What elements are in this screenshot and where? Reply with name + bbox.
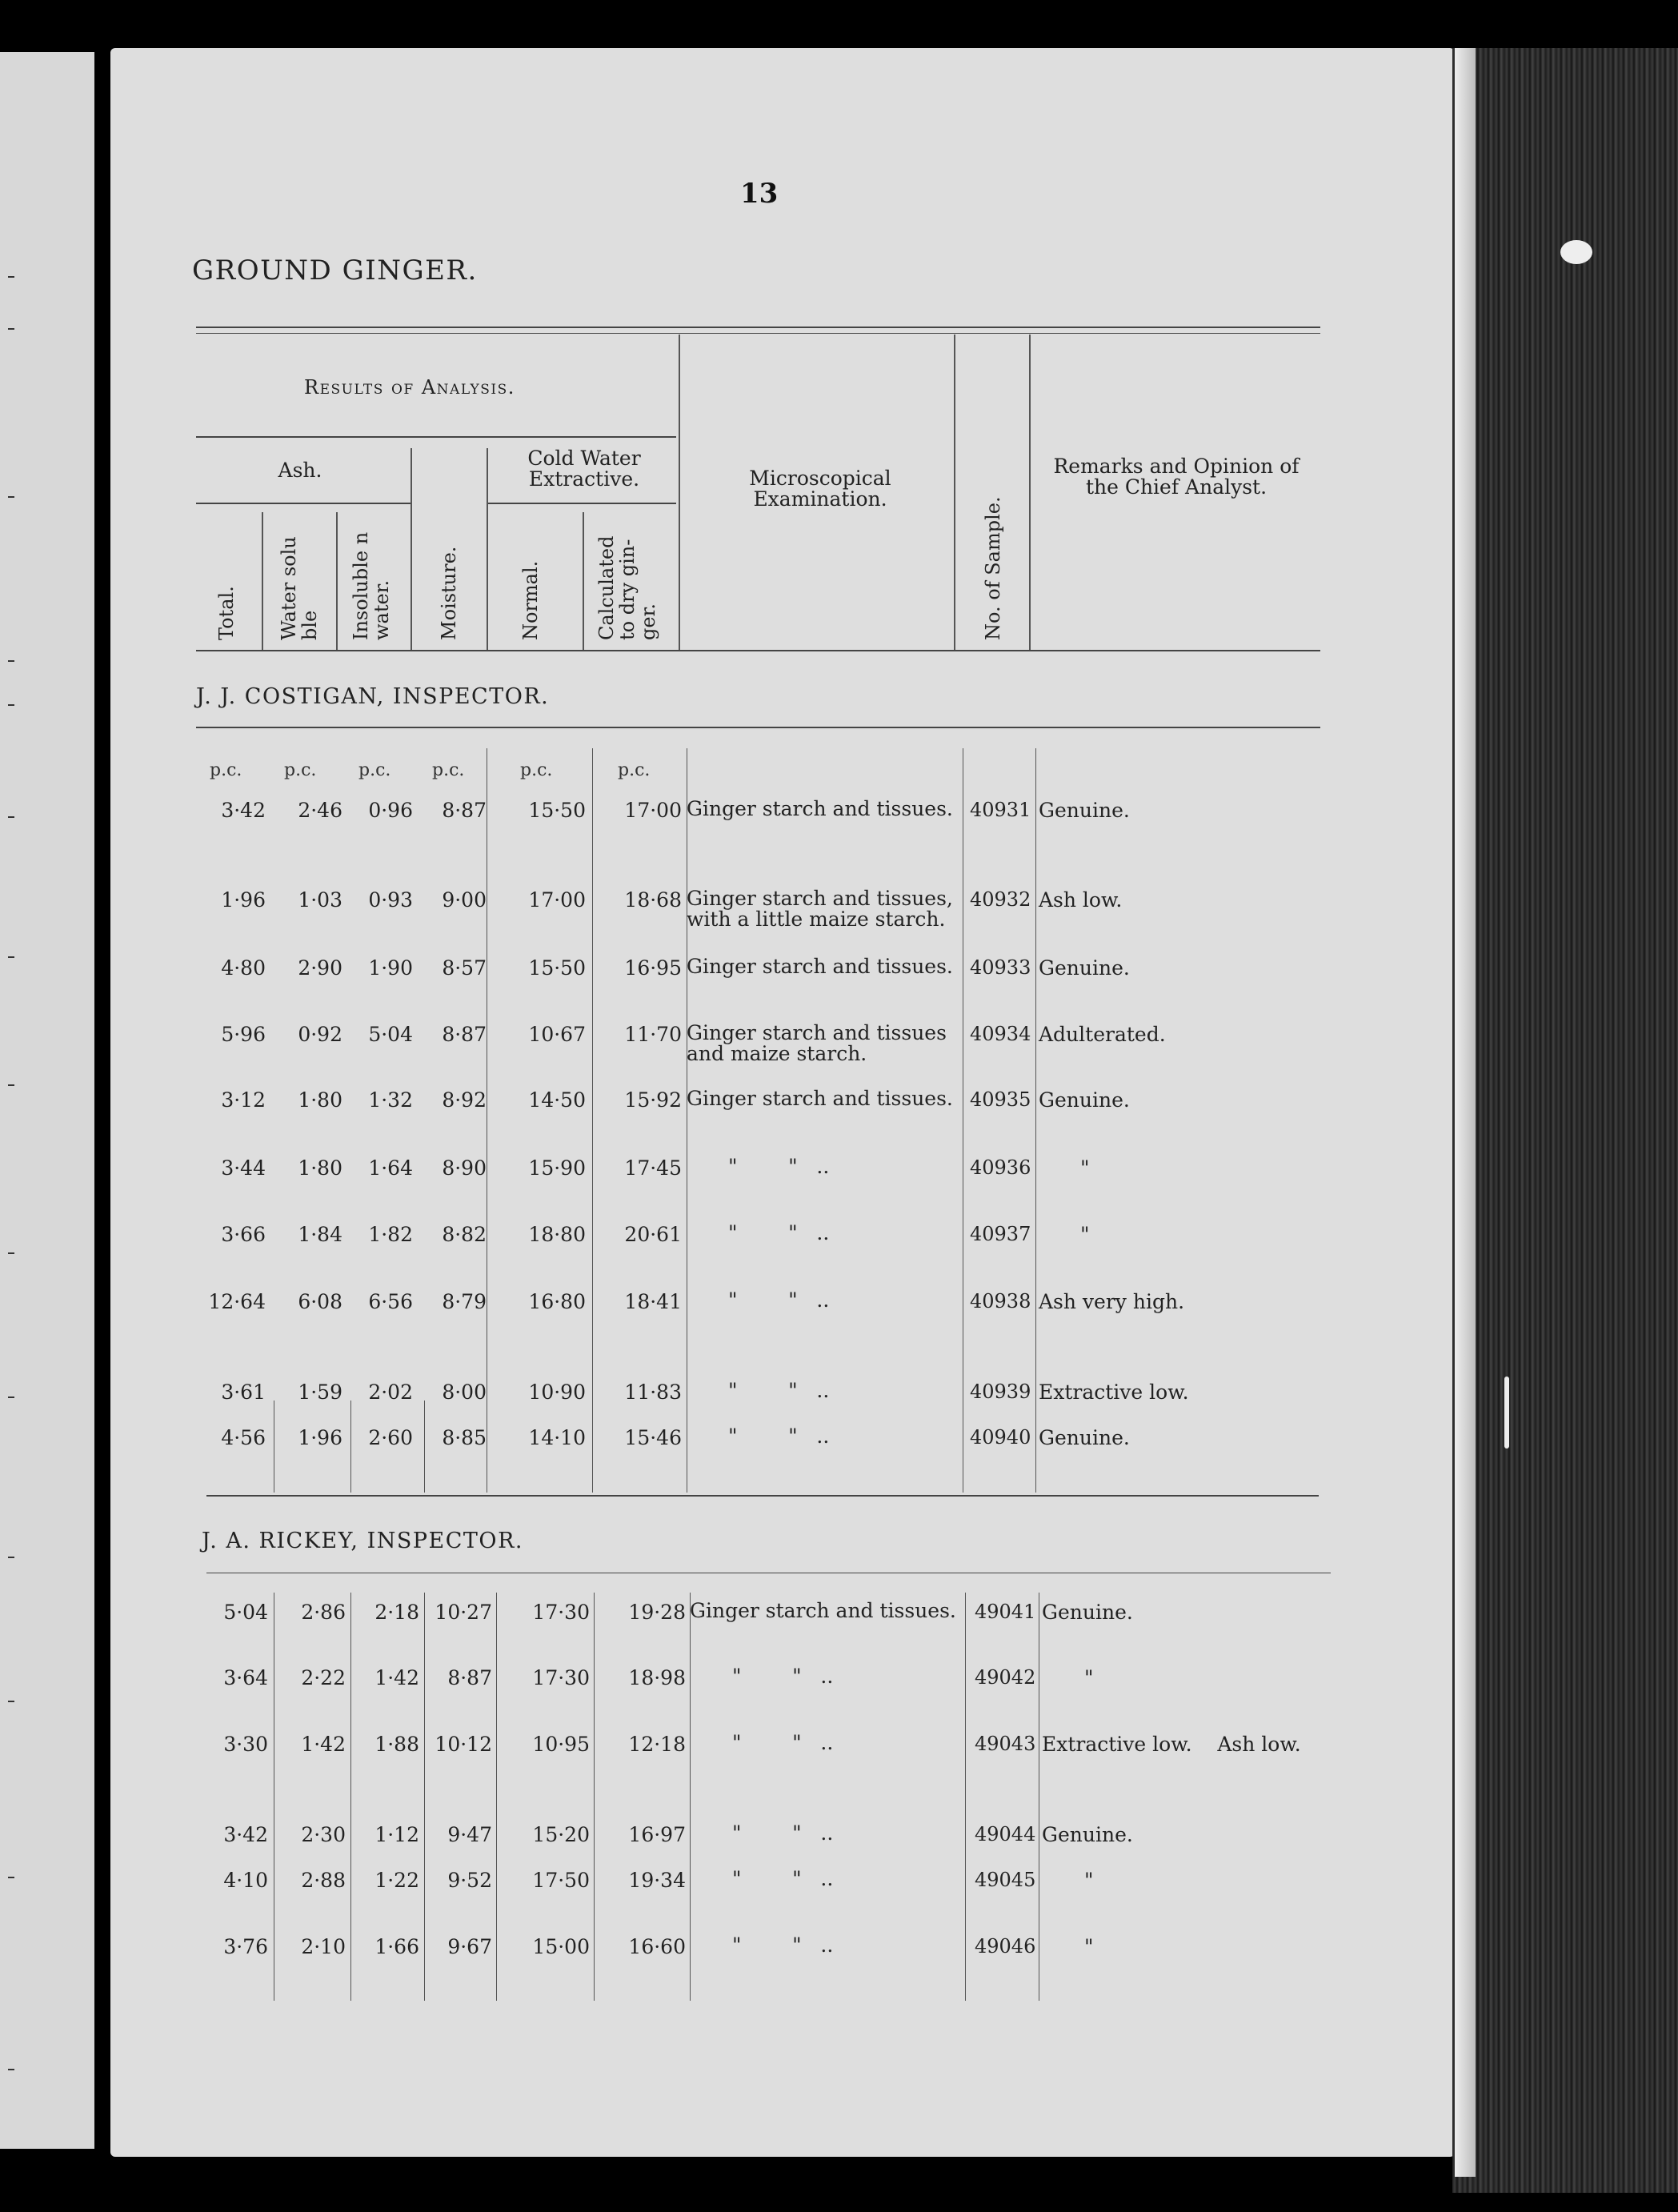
total-cell: 3·61 [221,1380,266,1404]
sample-number-cell: 40938 [970,1290,1031,1312]
calculated-cell: 11·70 [624,1023,682,1046]
remark-cell: Genuine. [1042,1601,1133,1624]
calculated-cell: 18·41 [624,1290,682,1313]
microscopical-cell: " " .. [728,1425,830,1448]
inspector-heading: J. J. COSTIGAN, INSPECTOR. [196,684,550,709]
microscopical-cell: " " .. [728,1221,830,1244]
water-soluble-cell: 2·46 [298,799,342,822]
total-cell: 1·96 [221,888,266,912]
microscopical-cell: " " .. [732,1821,834,1845]
microscopical-cell: " " .. [732,1867,834,1890]
unit-label: p.c. [432,760,465,780]
total-cell: 12·64 [208,1290,266,1313]
binding-edge [1455,48,1476,2177]
total-cell: 5·04 [223,1601,268,1624]
column-divider [594,1593,595,2001]
total-cell: 3·44 [221,1156,266,1180]
water-soluble-cell: 2·86 [301,1601,346,1624]
sample-number-cell: 40937 [970,1223,1031,1245]
section-rule [196,727,1320,728]
microscopical-cell: Ginger starch and tissues. [687,955,953,978]
calculated-cell: 16·95 [624,956,682,980]
normal-cell: 15·20 [532,1823,590,1846]
sample-number-cell: 40932 [970,888,1031,911]
unit-label: p.c. [284,760,317,780]
remark-cell: Genuine. [1039,799,1130,822]
insoluble-cell: 1·66 [374,1935,419,1958]
book-binding [1452,48,1678,2193]
calculated-cell: 15·46 [624,1426,682,1449]
normal-cell: 15·50 [528,956,586,980]
remark-cell: Genuine. [1039,1426,1130,1449]
column-divider [690,1593,691,2001]
insoluble-cell: 2·02 [368,1380,413,1404]
remark-cell: Ash very high. [1039,1290,1185,1313]
insoluble-cell: 5·04 [368,1023,413,1046]
water-soluble-cell: 1·80 [298,1156,342,1180]
water-soluble-cell: 1·84 [298,1223,342,1246]
moisture-cell: 8·87 [442,799,487,822]
calculated-cell: 20·61 [624,1223,682,1246]
water-soluble-cell: 1·96 [298,1426,342,1449]
normal-cell: 16·80 [528,1290,586,1313]
table-top-rule [196,327,1320,328]
column-divider [262,512,263,650]
water-soluble-cell: 2·88 [301,1869,346,1892]
remark-cell: Genuine. [1039,1088,1130,1112]
remark-cell: Genuine. [1042,1823,1133,1846]
normal-cell: 18·80 [528,1223,586,1246]
sample-number-cell: 49045 [975,1869,1036,1891]
moisture-cell: 9·52 [447,1869,492,1892]
sample-number-cell: 49042 [975,1666,1036,1689]
calculated-cell: 17·00 [624,799,682,822]
dust-speck [1560,240,1592,264]
table-top-rule [196,333,1320,334]
normal-cell: 17·30 [532,1601,590,1624]
edge-mark [8,1701,14,1702]
insoluble-cell: 2·18 [374,1601,419,1624]
total-cell: 4·10 [223,1869,268,1892]
normal-cell: 10·67 [528,1023,586,1046]
section-end-rule [206,1495,1319,1497]
normal-cell: 10·90 [528,1380,586,1404]
microscopical-cell: Ginger starch and tissues. [687,1087,953,1110]
sample-number-cell: 40940 [970,1426,1031,1449]
unit-label: p.c. [618,760,651,780]
calculated-cell: 15·92 [624,1088,682,1112]
ash-rule [196,503,412,504]
normal-cell: 15·00 [532,1935,590,1958]
remarks-heading: Remarks and Opinion of the Chief Analyst. [1053,455,1300,499]
edge-mark [8,1557,14,1558]
water-soluble-cell: 2·10 [301,1935,346,1958]
edge-mark [8,660,14,662]
moisture-cell: 8·90 [442,1156,487,1180]
edge-mark [8,2069,14,2070]
normal-cell: 10·95 [532,1733,590,1756]
edge-mark [8,1084,14,1086]
remark-cell: Genuine. [1039,956,1130,980]
moisture-cell: 8·00 [442,1380,487,1404]
col-water-soluble-header: Water solu ble [278,536,321,640]
ash-heading: Ash. [278,459,322,482]
water-soluble-cell: 1·80 [298,1088,342,1112]
insoluble-cell: 1·42 [374,1666,419,1689]
calculated-cell: 12·18 [628,1733,686,1756]
total-cell: 5·96 [221,1023,266,1046]
calculated-cell: 16·97 [628,1823,686,1846]
microscopical-cell: " " .. [728,1155,830,1178]
edge-mark [8,1877,14,1878]
unit-label: p.c. [210,760,242,780]
sample-number-cell: 49044 [975,1823,1036,1845]
column-divider [410,448,412,650]
dust-speck [1504,1376,1509,1449]
water-soluble-cell: 1·03 [298,888,342,912]
edge-mark [8,276,14,278]
remark-cell: " [1080,1156,1090,1180]
moisture-cell: 8·82 [442,1223,487,1246]
col-calculated-header: Calculated to dry gin- ger. [595,535,659,640]
col-insoluble-header: Insoluble n water. [350,531,393,640]
header-bottom-rule [196,650,1320,651]
left-page-edge [0,52,94,2149]
total-cell: 4·56 [221,1426,266,1449]
calculated-cell: 18·68 [624,888,682,912]
moisture-cell: 9·67 [447,1935,492,1958]
microscopical-cell: Ginger starch and tissues. [690,1599,956,1622]
col-normal-header: Normal. [519,560,542,640]
sample-number-cell: 40931 [970,799,1031,821]
normal-cell: 17·50 [532,1869,590,1892]
insoluble-cell: 1·64 [368,1156,413,1180]
sample-number-cell: 49043 [975,1733,1036,1755]
normal-cell: 15·50 [528,799,586,822]
insoluble-cell: 1·90 [368,956,413,980]
remark-cell: Extractive low. Ash low. [1042,1733,1301,1756]
normal-cell: 17·00 [528,888,586,912]
remark-cell: Extractive low. [1039,1380,1189,1404]
edge-mark [8,956,14,958]
edge-mark [8,816,14,818]
insoluble-cell: 2·60 [368,1426,413,1449]
page-number: 13 [740,178,779,210]
total-cell: 3·76 [223,1935,268,1958]
normal-cell: 17·30 [532,1666,590,1689]
total-cell: 3·12 [221,1088,266,1112]
col-moisture-header: Moisture. [438,546,460,640]
remark-cell: Ash low. [1039,888,1123,912]
normal-cell: 15·90 [528,1156,586,1180]
water-soluble-cell: 6·08 [298,1290,342,1313]
moisture-cell: 8·85 [442,1426,487,1449]
calculated-cell: 17·45 [624,1156,682,1180]
sample-number-cell: 40936 [970,1156,1031,1179]
edge-mark [8,1397,14,1398]
edge-mark [8,496,14,498]
insoluble-cell: 1·88 [374,1733,419,1756]
cold-water-extractive-heading: Cold Water Extractive. [527,447,641,491]
col-total-header: Total. [215,586,238,640]
column-divider [1035,748,1036,1493]
column-divider [496,1593,497,2001]
results-rule [196,436,676,438]
inspector-heading: J. A. RICKEY, INSPECTOR. [202,1529,523,1553]
insoluble-cell: 1·82 [368,1223,413,1246]
unit-label: p.c. [520,760,553,780]
moisture-cell: 9·47 [447,1823,492,1846]
insoluble-cell: 1·22 [374,1869,419,1892]
water-soluble-cell: 1·59 [298,1380,342,1404]
sample-number-cell: 40939 [970,1380,1031,1403]
normal-cell: 14·10 [528,1426,586,1449]
microscopical-cell: Ginger starch and tissues. [687,797,953,820]
column-divider [954,335,955,650]
column-divider [679,335,680,650]
microscopical-cell: " " .. [728,1379,830,1402]
moisture-cell: 8·79 [442,1290,487,1313]
microscopical-cell: Ginger starch and tissues, with a little maize starch. [687,887,953,931]
remark-cell: " [1084,1666,1094,1689]
calculated-cell: 19·28 [628,1601,686,1624]
moisture-cell: 10·12 [435,1733,492,1756]
total-cell: 3·42 [221,799,266,822]
sample-number-cell: 40933 [970,956,1031,979]
water-soluble-cell: 2·90 [298,956,342,980]
column-divider [1029,335,1031,650]
calculated-cell: 11·83 [624,1380,682,1404]
column-divider [336,512,338,650]
moisture-cell: 8·92 [442,1088,487,1112]
total-cell: 4·80 [221,956,266,980]
sample-number-cell: 49041 [975,1601,1036,1623]
calculated-cell: 19·34 [628,1869,686,1892]
water-soluble-cell: 2·30 [301,1823,346,1846]
column-divider [487,448,488,650]
results-of-analysis-heading: Results of Analysis. [304,376,515,399]
moisture-cell: 9·00 [442,888,487,912]
water-soluble-cell: 0·92 [298,1023,342,1046]
remark-cell: Adulterated. [1039,1023,1166,1046]
moisture-cell: 8·87 [447,1666,492,1689]
insoluble-cell: 0·96 [368,799,413,822]
moisture-cell: 8·57 [442,956,487,980]
remark-cell: " [1084,1869,1094,1892]
sample-number-cell: 40934 [970,1023,1031,1045]
sample-number-cell: 49046 [975,1935,1036,1958]
water-soluble-cell: 1·42 [301,1733,346,1756]
calculated-cell: 18·98 [628,1666,686,1689]
extractive-rule [488,503,676,504]
moisture-cell: 10·27 [435,1601,492,1624]
microscopical-cell: Ginger starch and tissues and maize starch. [687,1021,947,1065]
page-title: GROUND GINGER. [192,254,478,287]
insoluble-cell: 6·56 [368,1290,413,1313]
total-cell: 3·30 [223,1733,268,1756]
microscopical-cell: " " .. [728,1288,830,1312]
insoluble-cell: 1·12 [374,1823,419,1846]
microscopical-examination-heading: Microscopical Examination. [749,467,891,511]
total-cell: 3·66 [221,1223,266,1246]
edge-mark [8,328,14,330]
total-cell: 3·64 [223,1666,268,1689]
normal-cell: 14·50 [528,1088,586,1112]
microscopical-cell: " " .. [732,1665,834,1688]
remark-cell: " [1080,1223,1090,1246]
water-soluble-cell: 2·22 [301,1666,346,1689]
unit-label: p.c. [358,760,391,780]
sample-number-cell: 40935 [970,1088,1031,1111]
remark-cell: " [1084,1935,1094,1958]
insoluble-cell: 0·93 [368,888,413,912]
calculated-cell: 16·60 [628,1935,686,1958]
microscopical-cell: " " .. [732,1731,834,1754]
col-sample-header: No. of Sample. [982,496,1004,640]
column-divider [583,512,584,650]
edge-mark [8,704,14,706]
total-cell: 3·42 [223,1823,268,1846]
insoluble-cell: 1·32 [368,1088,413,1112]
microscopical-cell: " " .. [732,1933,834,1957]
edge-mark [8,1252,14,1254]
moisture-cell: 8·87 [442,1023,487,1046]
